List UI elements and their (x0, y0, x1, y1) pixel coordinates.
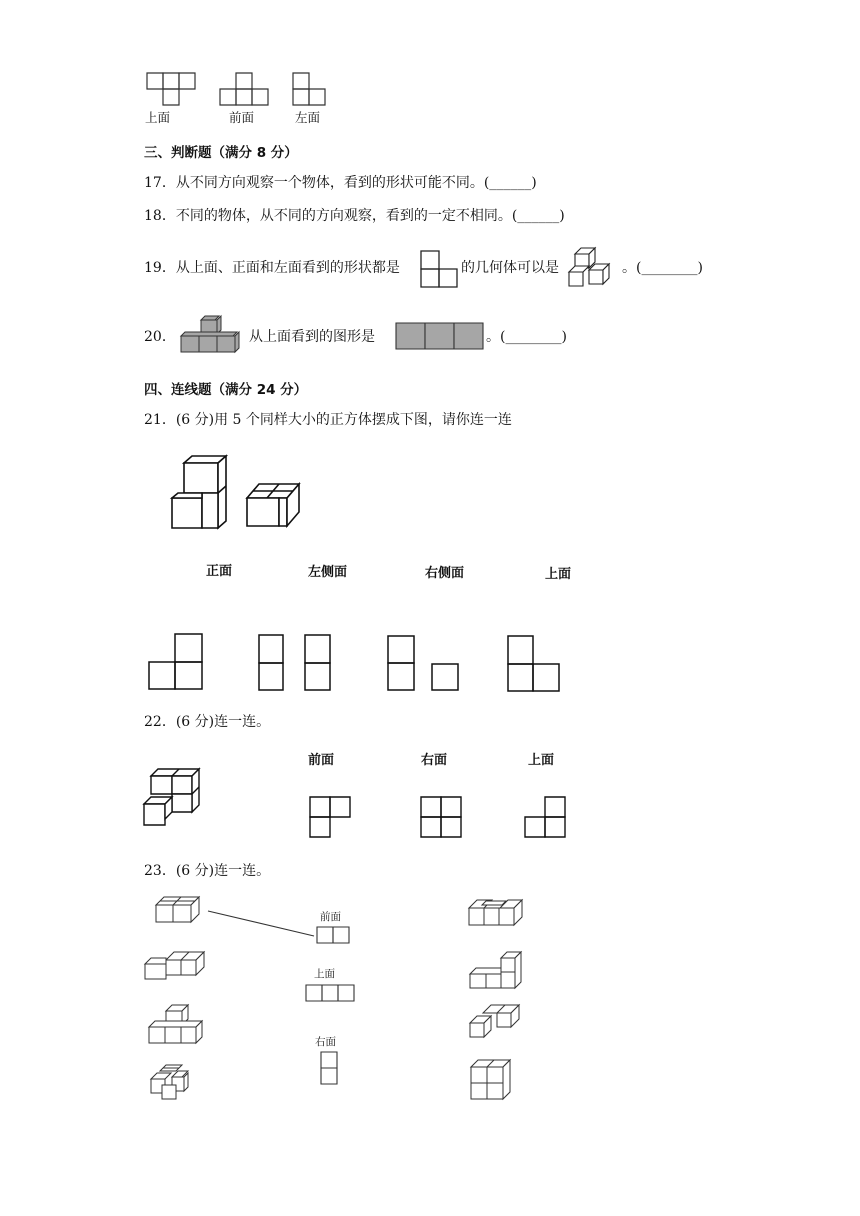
q21-view-d[interactable] (507, 635, 561, 693)
section4-title: 四、连线题（满分 24 分） (144, 382, 308, 398)
q19-view-shape (420, 250, 458, 288)
q22-solid (143, 768, 201, 828)
q20-grey-cubes (179, 314, 243, 354)
top-view-shape (146, 72, 196, 106)
q21-label-left-side: 左侧面 (308, 565, 348, 580)
question-22: 22．(6 分)连一连。 (144, 714, 271, 730)
left-view-shape (292, 72, 328, 106)
question-19-part1: 19．从上面、正面和左面看到的形状都是 (144, 260, 400, 276)
q20-grey-top-view (395, 322, 485, 350)
q22-label-right: 右面 (421, 753, 448, 768)
q23-right-solid-1[interactable] (468, 899, 524, 929)
front-view-shape (219, 72, 269, 106)
q22-label-front: 前面 (308, 753, 335, 768)
q22-label-top: 上面 (528, 753, 555, 768)
q23-label-top: 上面 (314, 968, 335, 980)
q22-view-c[interactable] (524, 796, 566, 838)
question-20-number: 20． (144, 329, 176, 345)
q21-label-right-side: 右侧面 (425, 566, 465, 581)
q21-view-c[interactable] (387, 635, 461, 691)
q23-left-solid-3[interactable] (148, 1003, 204, 1045)
q21-label-top: 上面 (545, 567, 572, 582)
q21-view-b[interactable] (258, 634, 332, 692)
q23-view-front[interactable] (316, 926, 350, 944)
q23-right-solid-3[interactable] (469, 1003, 521, 1039)
q21-label-front: 正面 (206, 564, 233, 579)
question-18: 18．不同的物体，从不同的方向观察，看到的一定不相同。(______) (144, 208, 565, 224)
question-21: 21．(6 分)用 5 个同样大小的正方体摆成下图，请你连一连 (144, 412, 512, 428)
question-23: 23．(6 分)连一连。 (144, 863, 271, 879)
question-17: 17．从不同方向观察一个物体，看到的形状可能不同。(______) (144, 175, 537, 191)
q21-view-a[interactable] (148, 633, 204, 691)
question-19-part3: 。(________) (622, 260, 703, 276)
q23-right-solid-4[interactable] (470, 1059, 512, 1101)
q23-right-solid-2[interactable] (469, 951, 525, 991)
q22-view-b[interactable] (420, 796, 462, 838)
label-front-view: 前面 (229, 110, 255, 125)
question-19-part2: 的几何体可以是 (461, 260, 559, 276)
label-top-view: 上面 (145, 110, 171, 125)
q23-view-right[interactable] (320, 1051, 338, 1085)
q23-view-top[interactable] (305, 984, 355, 1002)
q23-left-solid-4[interactable] (150, 1063, 190, 1101)
q23-label-front: 前面 (320, 911, 341, 923)
q23-label-right: 右面 (315, 1036, 336, 1048)
q19-cube-solid (568, 246, 612, 290)
question-20-part1: 从上面看到的图形是 (249, 329, 375, 345)
q21-solid-left (170, 455, 230, 529)
section3-title: 三、判断题（满分 8 分） (144, 145, 298, 161)
q22-view-a[interactable] (309, 796, 351, 838)
q23-left-solid-1[interactable] (155, 896, 201, 926)
q21-solid-right (245, 482, 301, 528)
q23-connect-line (207, 910, 315, 940)
question-20-part2: 。(________) (486, 329, 567, 345)
label-left-view: 左面 (295, 110, 321, 125)
q23-left-solid-2[interactable] (144, 951, 206, 981)
